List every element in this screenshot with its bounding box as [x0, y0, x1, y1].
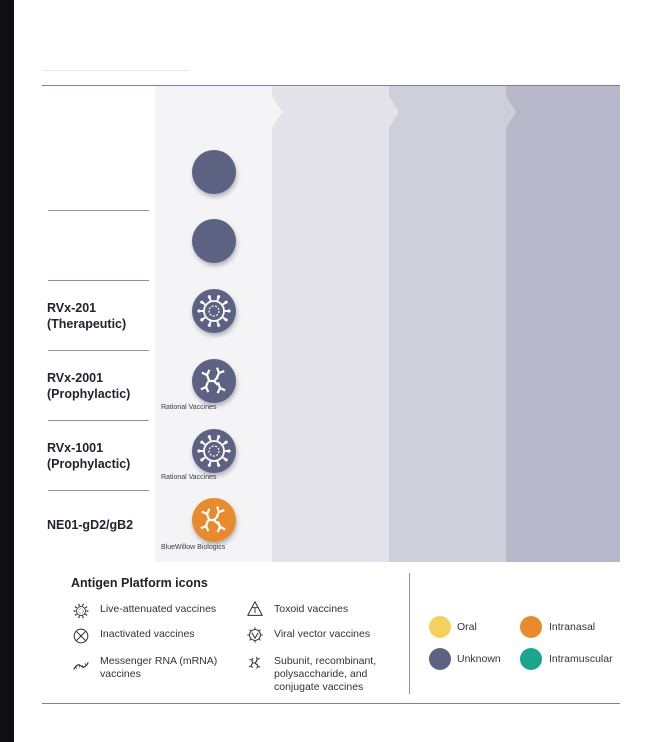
legend-line: conjugate vaccines — [274, 681, 364, 693]
left-edge-bar — [0, 0, 14, 742]
live-attenuated-icon — [71, 601, 91, 621]
legend-inactivated: Inactivated vaccines — [100, 628, 195, 640]
row-label-line: (Prophylactic) — [47, 387, 131, 401]
legend-line: polysaccharide, and — [274, 668, 368, 680]
inactivated-icon — [71, 626, 91, 646]
subunit-icon — [245, 653, 265, 673]
route-dot-intramuscular — [520, 648, 542, 670]
legend-subunit — [274, 655, 376, 694]
sponsor-label: Rational Vaccines — [161, 404, 217, 411]
row-label-line: RVx-1001 — [47, 441, 104, 455]
route-dot-unknown — [429, 648, 451, 670]
phase-column-3 — [389, 86, 506, 562]
legend-viral-vector: Viral vector vaccines — [274, 628, 371, 640]
route-dot-intranasal — [520, 616, 542, 638]
mrna-icon — [71, 656, 91, 676]
route-dot-oral — [429, 616, 451, 638]
row-separator — [48, 280, 149, 281]
candidate-dot-unknown — [192, 150, 236, 194]
row-label-rvx-2001 — [47, 370, 155, 402]
row-separator — [48, 210, 149, 211]
legend-divider — [409, 573, 410, 694]
legend-line: vaccines — [100, 668, 141, 680]
row-separator — [48, 420, 149, 421]
header-faint-rule — [42, 70, 190, 71]
candidate-dot-subunit — [192, 498, 236, 542]
subunit-icon — [192, 498, 236, 542]
row-label-ne01 — [47, 517, 155, 533]
legend-title: Antigen Platform icons — [71, 576, 208, 590]
route-label-oral: Oral — [457, 621, 477, 633]
row-label-line: (Prophylactic) — [47, 457, 131, 471]
phase-column-4 — [506, 86, 620, 562]
bottom-rule — [42, 703, 620, 704]
route-label-intramuscular: Intramuscular — [549, 653, 613, 665]
candidate-dot-live-attenuated — [192, 429, 236, 473]
row-label-rvx-1001 — [47, 440, 155, 472]
row-separator — [48, 350, 149, 351]
legend-line: Messenger RNA (mRNA) — [100, 655, 218, 667]
legend-toxoid: Toxoid vaccines — [274, 603, 349, 615]
row-label-line: (Therapeutic) — [47, 317, 127, 331]
subunit-icon — [192, 359, 236, 403]
sponsor-label: Rational Vaccines — [161, 474, 217, 481]
toxoid-icon — [245, 599, 265, 619]
candidate-dot-unknown — [192, 219, 236, 263]
legend-mrna — [100, 655, 217, 681]
sponsor-label: BlueWillow Biologics — [161, 544, 226, 551]
row-label-rvx-201 — [47, 300, 155, 332]
row-label-line: RVx-2001 — [47, 371, 104, 385]
live-attenuated-icon — [192, 289, 236, 333]
row-separator — [48, 490, 149, 491]
route-label-unknown: Unknown — [457, 653, 501, 665]
candidate-dot-live-attenuated — [192, 289, 236, 333]
candidate-dot-subunit — [192, 359, 236, 403]
row-label-line: NE01-gD2/gB2 — [47, 518, 134, 532]
phase-column-2 — [272, 86, 389, 562]
legend-live-attenuated: Live-attenuated vaccines — [100, 603, 217, 615]
row-label-line: RVx-201 — [47, 301, 97, 315]
live-attenuated-icon — [192, 429, 236, 473]
viral-vector-icon — [245, 625, 265, 645]
route-label-intranasal: Intranasal — [549, 621, 596, 633]
legend-line: Subunit, recombinant, — [274, 655, 377, 667]
